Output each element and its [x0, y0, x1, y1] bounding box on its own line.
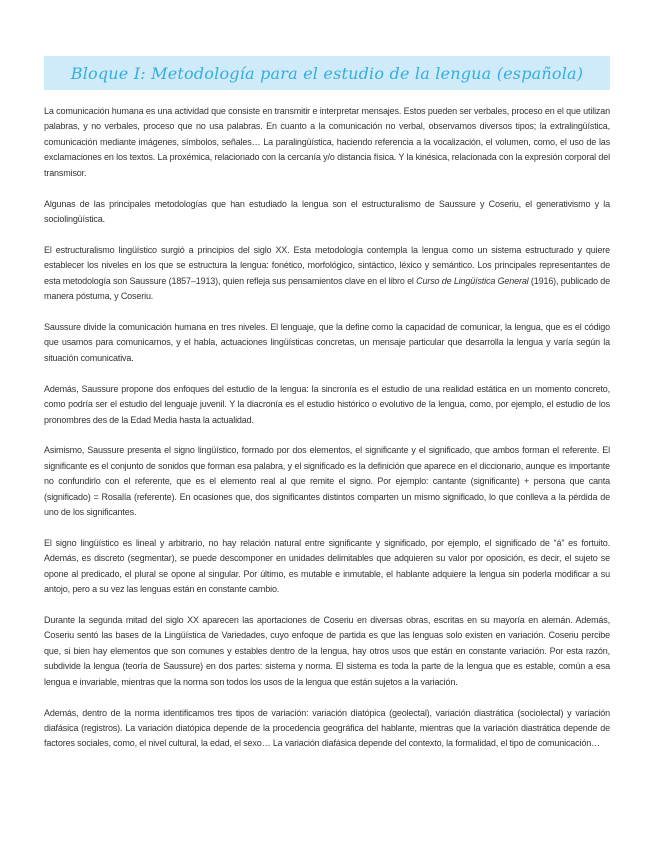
- paragraph: [44, 104, 610, 181]
- paragraph: [44, 536, 610, 598]
- paragraph-text: El signo lingüístico es lineal y arbitrario, no hay relación natural entre significante y significado, por ejemplo, el significado de “á” es fortuito. Además, es discreto (segmentar), se puede descomponer en unidades delimitables que adquieren su valor por oposición, es decir, el sujeto se opone al predicado, el plural se opone al singular. Por último, es mutable e inmutable, el hablante adquiere la lengua sin poderla modificar a su antojo, pero a su vez las lenguas están en constante cambio.: [44, 537, 610, 595]
- paragraph-text: Saussure divide la comunicación humana en tres niveles. El lenguaje, que la define como la capacidad de comunicar, la lengua, que es el código que usamos para comunicarnos, y el habla, actuaciones lingüísticas concretas, un mensaje particular que desarrolla la lengua y varía según la situación comunicativa.: [44, 321, 610, 363]
- paragraph-text: Durante la segunda mitad del siglo XX aparecen las aportaciones de Coseriu en diversas obras, escritas en su mayoría en alemán. Además, Coseriu sentó las bases de la Lingüística de Variedades, cuyo enfoque de partida es que las lenguas solo existen en variación. Coseriu percibe que, si bien hay elementos que son comunes y estables dentro de la lengua, hay otros usos que están en constante variación. Por esta razón, subdivide la lengua (teoría de Saussure) en dos partes: sistema y norma. El sistema es toda la parte de la lengua que es estable, común a esa lengua e invariable, mientras que la norma son todos los usos de la lengua que están sujetos a la variación.: [44, 615, 610, 687]
- paragraph-text: (1916), publicado de manera póstuma, y Coseriu.: [44, 275, 610, 302]
- paragraph-italic-text: Curso de Lingüística General: [416, 275, 529, 286]
- paragraph: [44, 382, 610, 428]
- paragraph-text: El estructuralismo lingüístico surgió a principios del siglo XX. Esta metodología contempla la lengua como un sistema estructurado y quiere establecer los niveles en los que se estructura la lengua: fonético, morfológico, sintáctico, léxico y semántico. Los principales representantes de esta metodología son Saussure (1857–1913), quien refleja sus pensamientos clave en el libro el: [44, 244, 610, 286]
- paragraph-text: Asimismo, Saussure presenta el signo lingüístico, formado por dos elementos, el significante y el significado, que ambos forman el referente. El significante es el conjunto de sonidos que forman esa palabra, y el significado es la definición que aparece en el diccionario, aunque es importante no confundirlo con el referente, que es el elemento real al que remite el signo. Por ejemplo: cantante (significante) + persona que canta (significado) = Rosalía (referente). En ocasiones que, dos significantes distintos comparten un mismo significado, lo que conlleva a la pérdida de uno de los significantes.: [44, 445, 610, 518]
- document-body: [44, 104, 610, 767]
- paragraph-text: Además, dentro de la norma identificamos tres tipos de variación: variación diatópica (geolectal), variación diastrática (sociolectal) y variación diafásica (registros). La variación diatópica depende de la procedencia geográfica del hablante, mientras que la variación diastrática depende de factores sociales, como, el nivel cultural, la edad, el sexo… La variación diafásica depende del contexto, la formalidad, el tipo de comunicación…: [44, 707, 610, 749]
- paragraph: [44, 243, 610, 305]
- page-title: Bloque I: Metodología para el estudio de la lengua (española): [70, 63, 584, 83]
- paragraph: [44, 197, 610, 228]
- paragraph-text: La comunicación humana es una actividad que consiste en transmitir e interpretar mensajes. Estos pueden ser verbales, proceso en el que utilizan palabras, y no verbales, proceso que no usa palabras. En cuanto a la comunicación no verbal, observamos diversos tipos; la extralingüística, comunicación mediante imágenes, símbolos, señales… La paralingüística, haciendo referencia a la vocalización, el volumen, como, el uso de las exclamaciones en los textos. La proxémica, relacionado con la cercanía y/o distancia física. Y la kinésica, relacionada con la expresión corporal del transmisor.: [44, 106, 610, 178]
- paragraph: [44, 443, 610, 520]
- paragraph-text: Además, Saussure propone dos enfoques del estudio de la lengua: la sincronía es el estudio de una realidad estática en un momento concreto, como podría ser el estudio del lenguaje juvenil. Y la diacronía es el estudio histórico o evolutivo de la lengua, como, por ejemplo, el estudio de los pronombres des de la Edad Media hasta la actualidad.: [44, 383, 610, 425]
- paragraph: [44, 613, 610, 690]
- title-banner: [44, 56, 610, 90]
- paragraph: [44, 320, 610, 366]
- paragraph: [44, 706, 610, 752]
- paragraph-text: Algunas de las principales metodologías que han estudiado la lengua son el estructuralismo de Saussure y Coseriu, el generativismo y la sociolingüística.: [44, 198, 610, 224]
